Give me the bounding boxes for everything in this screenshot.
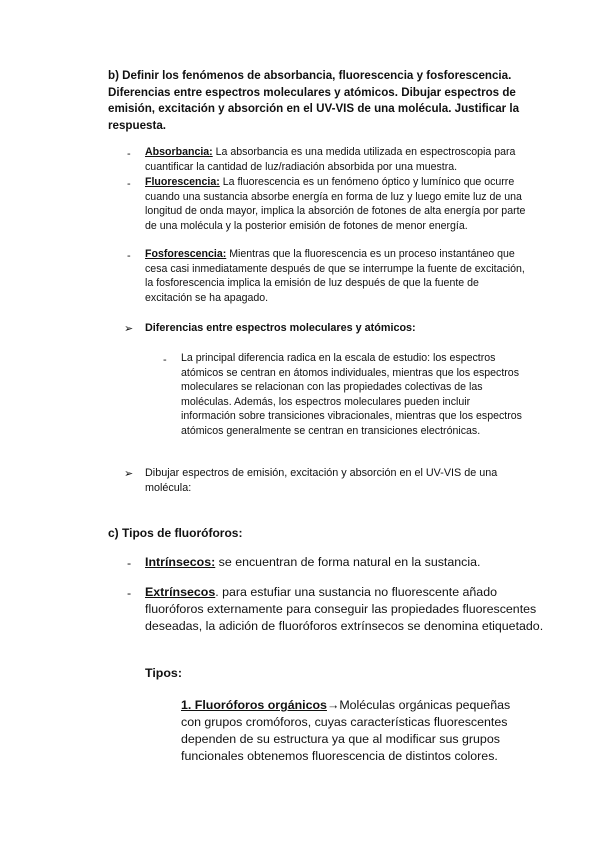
text-intrinsecos: se encuentran de forma natural en la sustancia.	[215, 555, 481, 569]
bullet-dash: -	[127, 586, 132, 600]
right-arrow-icon: →	[326, 698, 340, 712]
bullet-dash: -	[127, 178, 131, 190]
text-fluorescencia: La fluorescencia es un fenómeno óptico y lumínico que ocurre cuando una sustancia absorbe energía en forma de luz y luego emite luz de una longitud de onda mayor, implica la absorción de fotones de alta energía por parte de una molécula y la posterior emisión de fotones de menor energía.	[145, 176, 526, 232]
text-fosforescencia: Mientras que la fluorescencia es un proceso instantáneo que cesa casi inmediatamente después de que se interrumpe la fuente de excitación, la fosforescencia implica la emisión de luz después de que la fuente de excitación se ha apagado.	[145, 248, 525, 304]
text-fluoroforos-organicos: Moléculas orgánicas pequeñas con grupos cromóforos, cuyas características fluorescentes dependen de su estructura ya que al modificar sus grupos funcionales obtenemos fluorescencia de distintos colores.	[181, 698, 511, 763]
text-extrinsecos: . para estufiar una sustancia no fluorescente añado fluoróforos externamente para conseguir las propiedades fluorescentes deseadas, la adición de fluoróforos extrínsecos se denomina etiquetado.	[145, 585, 544, 633]
definition-fosforescencia	[145, 247, 525, 305]
differences-heading: Diferencias entre espectros moleculares y atómicos:	[145, 322, 416, 334]
text-absorbancia: La absorbancia es una medida utilizada en espectroscopia para cuantificar la cantidad de luz/radiación absorbida por una muestra.	[145, 146, 516, 173]
intrinsic-item	[145, 554, 545, 571]
term-intrinsecos: Intrínsecos:	[145, 555, 216, 569]
differences-text: La principal diferencia radica en la escala de estudio: los espectros atómicos se centran en átomos individuales, mientras que los espectros moleculares se relacionan con las propiedades colectivas de las moléculas. Además, los espectros moleculares pueden incluir información sobre transiciones vibracionales, mientras que los espectros atómicos generalmente se centran en transiciones electrónicas.	[181, 352, 522, 437]
arrow-bullet-icon: ➢	[124, 468, 134, 480]
bullet-dash: -	[127, 250, 131, 262]
term-extrinsecos: Extrínsecos	[145, 585, 216, 599]
term-absorbancia: Absorbancia:	[145, 146, 213, 158]
bullet-dash: -	[127, 556, 132, 570]
bullet-dash: -	[163, 354, 167, 366]
extrinsic-item	[145, 584, 545, 635]
bullet-dash: -	[127, 148, 131, 160]
types-heading: Tipos:	[145, 666, 182, 680]
term-fluorescencia: Fluorescencia:	[145, 176, 220, 188]
term-fosforescencia: Fosforescencia:	[145, 248, 227, 260]
term-fluoroforos-organicos: 1. Fluoróforos orgánicos	[181, 698, 327, 712]
definition-absorbancia	[145, 145, 525, 174]
question-b: b) Definir los fenómenos de absorbancia, fluorescencia y fosforescencia. Diferencias entre espectros moleculares y atómicos. Dibujar espectros de emisión, excitación y absorción en el UV-VIS de una molécula. Justificar la respuesta.	[108, 69, 520, 132]
draw-prompt: Dibujar espectros de emisión, excitación y absorción en el UV-VIS de una molécula:	[145, 467, 498, 494]
section-c-heading: c) Tipos de fluoróforos:	[108, 526, 243, 540]
organic-fluorophores-item	[181, 697, 531, 765]
definition-fluorescencia	[145, 175, 529, 233]
arrow-bullet-icon: ➢	[124, 323, 134, 335]
